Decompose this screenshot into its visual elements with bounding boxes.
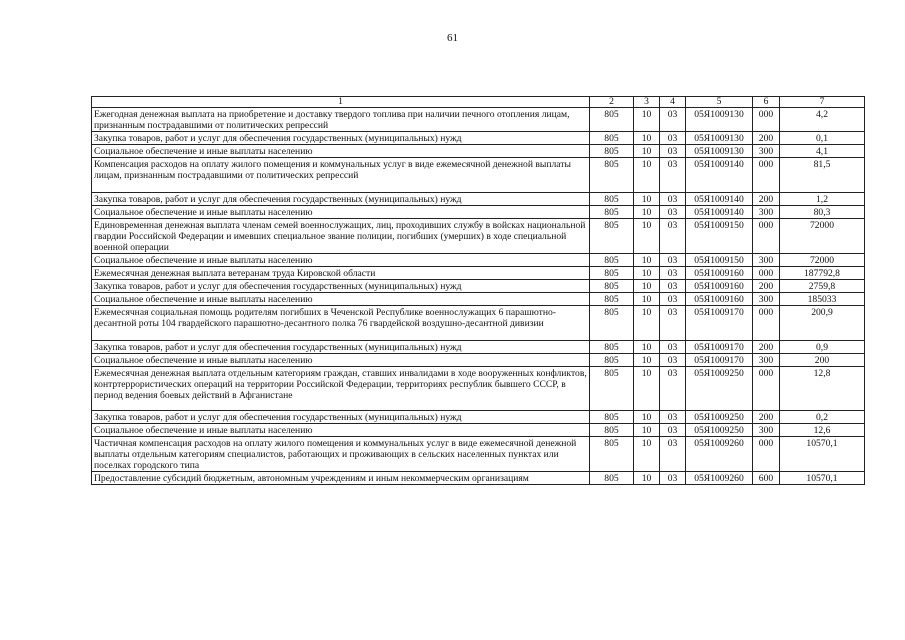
row-description: Закупка товаров, работ и услуг для обеспечения государственных (муниципальных) нужд (92, 193, 590, 206)
row-ministry-code: 805 (590, 437, 634, 472)
row-amount: 80,3 (780, 206, 865, 219)
row-section-code: 10 (634, 145, 660, 158)
table-row (92, 293, 865, 306)
row-amount: 12,6 (780, 424, 865, 437)
row-subsection-code: 03 (660, 424, 686, 437)
row-amount: 10570,1 (780, 472, 865, 485)
row-description: Закупка товаров, работ и услуг для обеспечения государственных (муниципальных) нужд (92, 280, 590, 293)
row-ministry-code: 805 (590, 145, 634, 158)
row-amount: 185033 (780, 293, 865, 306)
row-description: Единовременная денежная выплата членам семей военнослужащих, лиц, проходивших службу в войсках национальной гвардии Российской Федерации и имевших специальное звание полиции, погибших (умерших) в ходе специальной военной операции (92, 219, 590, 254)
row-ministry-code: 805 (590, 132, 634, 145)
row-ministry-code: 805 (590, 293, 634, 306)
row-section-code: 10 (634, 108, 660, 132)
row-subsection-code: 03 (660, 267, 686, 280)
row-subsection-code: 03 (660, 145, 686, 158)
row-target-article: 05Я1009160 (686, 293, 753, 306)
row-description: Социальное обеспечение и иные выплаты населению (92, 293, 590, 306)
table-row (92, 411, 865, 424)
row-target-article: 05Я1009150 (686, 219, 753, 254)
row-target-article: 05Я1009250 (686, 411, 753, 424)
row-ministry-code: 805 (590, 306, 634, 341)
row-target-article: 05Я1009160 (686, 267, 753, 280)
row-expense-type: 200 (753, 341, 780, 354)
row-target-article: 05Я1009170 (686, 306, 753, 341)
row-target-article: 05Я1009260 (686, 472, 753, 485)
row-section-code: 10 (634, 132, 660, 145)
row-description: Частичная компенсация расходов на оплату жилого помещения и коммунальных услуг в виде ежемесячной денежной выплаты отдельным категориям специалистов, работающих и проживающих в сельских населенных пунктах или поселках городского типа (92, 437, 590, 472)
row-description: Социальное обеспечение и иные выплаты населению (92, 424, 590, 437)
row-ministry-code: 805 (590, 206, 634, 219)
row-subsection-code: 03 (660, 306, 686, 341)
row-expense-type: 200 (753, 132, 780, 145)
row-description: Ежегодная денежная выплата на приобретение и доставку твердого топлива при наличии печного отопления лицам, признанным пострадавшими от политических репрессий (92, 108, 590, 132)
row-amount: 4,1 (780, 145, 865, 158)
row-expense-type: 000 (753, 437, 780, 472)
row-description: Закупка товаров, работ и услуг для обеспечения государственных (муниципальных) нужд (92, 411, 590, 424)
row-target-article: 05Я1009130 (686, 132, 753, 145)
row-expense-type: 000 (753, 306, 780, 341)
table-row (92, 280, 865, 293)
row-subsection-code: 03 (660, 280, 686, 293)
row-section-code: 10 (634, 254, 660, 267)
budget-table (91, 96, 865, 485)
header-cell: 5 (686, 97, 753, 108)
row-target-article: 05Я1009150 (686, 254, 753, 267)
row-section-code: 10 (634, 424, 660, 437)
row-description: Ежемесячная денежная выплата отдельным категориям граждан, ставших инвалидами в ходе вооруженных конфликтов, контртеррористических операций на территории Российской Федерации, территориях республик бывшего СССР, в период ведения боевых действий в Афганистане (92, 367, 590, 411)
row-ministry-code: 805 (590, 193, 634, 206)
row-amount: 12,8 (780, 367, 865, 411)
page-number: 61 (447, 32, 458, 44)
table-row (92, 254, 865, 267)
row-section-code: 10 (634, 354, 660, 367)
row-target-article: 05Я1009170 (686, 354, 753, 367)
row-expense-type: 300 (753, 293, 780, 306)
row-amount: 187792,8 (780, 267, 865, 280)
row-subsection-code: 03 (660, 132, 686, 145)
row-expense-type: 000 (753, 267, 780, 280)
row-section-code: 10 (634, 437, 660, 472)
table-row (92, 354, 865, 367)
row-subsection-code: 03 (660, 367, 686, 411)
row-expense-type: 000 (753, 219, 780, 254)
row-ministry-code: 805 (590, 367, 634, 411)
header-row (92, 97, 865, 108)
row-amount: 72000 (780, 254, 865, 267)
row-ministry-code: 805 (590, 280, 634, 293)
row-subsection-code: 03 (660, 254, 686, 267)
row-expense-type: 300 (753, 254, 780, 267)
table-row (92, 367, 865, 411)
row-expense-type: 300 (753, 424, 780, 437)
table-row (92, 108, 865, 132)
row-target-article: 05Я1009130 (686, 145, 753, 158)
row-amount: 1,2 (780, 193, 865, 206)
row-expense-type: 300 (753, 206, 780, 219)
row-ministry-code: 805 (590, 219, 634, 254)
row-ministry-code: 805 (590, 424, 634, 437)
row-subsection-code: 03 (660, 341, 686, 354)
row-section-code: 10 (634, 306, 660, 341)
table-row (92, 145, 865, 158)
row-amount: 0,2 (780, 411, 865, 424)
row-subsection-code: 03 (660, 411, 686, 424)
row-expense-type: 000 (753, 108, 780, 132)
row-section-code: 10 (634, 219, 660, 254)
row-expense-type: 300 (753, 145, 780, 158)
row-section-code: 10 (634, 193, 660, 206)
row-target-article: 05Я1009140 (686, 158, 753, 193)
row-target-article: 05Я1009130 (686, 108, 753, 132)
row-ministry-code: 805 (590, 158, 634, 193)
row-expense-type: 200 (753, 411, 780, 424)
row-subsection-code: 03 (660, 472, 686, 485)
table-row (92, 267, 865, 280)
row-ministry-code: 805 (590, 108, 634, 132)
row-amount: 2759,8 (780, 280, 865, 293)
row-subsection-code: 03 (660, 206, 686, 219)
row-description: Компенсация расходов на оплату жилого помещения и коммунальных услуг в виде ежемесячной денежной выплаты лицам, признанным пострадавшими от политических репрессий (92, 158, 590, 193)
table-row (92, 158, 865, 193)
row-ministry-code: 805 (590, 341, 634, 354)
row-ministry-code: 805 (590, 411, 634, 424)
header-cell: 2 (590, 97, 634, 108)
row-expense-type: 200 (753, 280, 780, 293)
header-cell: 3 (634, 97, 660, 108)
row-amount: 72000 (780, 219, 865, 254)
row-amount: 10570,1 (780, 437, 865, 472)
table-row (92, 472, 865, 485)
row-amount: 0,1 (780, 132, 865, 145)
table-row (92, 424, 865, 437)
row-amount: 81,5 (780, 158, 865, 193)
header-cell: 7 (780, 97, 865, 108)
row-section-code: 10 (634, 472, 660, 485)
row-expense-type: 300 (753, 354, 780, 367)
table-row (92, 206, 865, 219)
row-amount: 0,9 (780, 341, 865, 354)
table-row (92, 437, 865, 472)
row-description: Предоставление субсидий бюджетным, автономным учреждениям и иным некоммерческим организациям (92, 472, 590, 485)
row-amount: 4,2 (780, 108, 865, 132)
row-description: Закупка товаров, работ и услуг для обеспечения государственных (муниципальных) нужд (92, 341, 590, 354)
header-cell: 6 (753, 97, 780, 108)
row-expense-type: 200 (753, 193, 780, 206)
row-section-code: 10 (634, 158, 660, 193)
row-subsection-code: 03 (660, 354, 686, 367)
header-cell: 1 (92, 97, 590, 108)
row-ministry-code: 805 (590, 472, 634, 485)
row-section-code: 10 (634, 411, 660, 424)
row-section-code: 10 (634, 206, 660, 219)
row-subsection-code: 03 (660, 293, 686, 306)
row-ministry-code: 805 (590, 267, 634, 280)
table-row (92, 306, 865, 341)
table-row (92, 219, 865, 254)
table-row (92, 341, 865, 354)
row-ministry-code: 805 (590, 254, 634, 267)
table-row (92, 193, 865, 206)
row-expense-type: 600 (753, 472, 780, 485)
row-section-code: 10 (634, 267, 660, 280)
row-section-code: 10 (634, 280, 660, 293)
row-description: Ежемесячная денежная выплата ветеранам труда Кировской области (92, 267, 590, 280)
row-subsection-code: 03 (660, 108, 686, 132)
row-target-article: 05Я1009260 (686, 437, 753, 472)
row-amount: 200 (780, 354, 865, 367)
row-subsection-code: 03 (660, 437, 686, 472)
row-expense-type: 000 (753, 367, 780, 411)
row-target-article: 05Я1009170 (686, 341, 753, 354)
row-description: Социальное обеспечение и иные выплаты населению (92, 254, 590, 267)
row-description: Социальное обеспечение и иные выплаты населению (92, 145, 590, 158)
row-description: Закупка товаров, работ и услуг для обеспечения государственных (муниципальных) нужд (92, 132, 590, 145)
table-body (92, 97, 865, 485)
row-ministry-code: 805 (590, 354, 634, 367)
row-description: Ежемесячная социальная помощь родителям погибших в Чеченской Республике военнослужащих 6 парашютно-десантной роты 104 гвардейского парашютно-десантного полка 76 гвардейской воздушно-десантной дивизии (92, 306, 590, 341)
row-section-code: 10 (634, 367, 660, 411)
row-target-article: 05Я1009160 (686, 280, 753, 293)
row-amount: 200,9 (780, 306, 865, 341)
row-target-article: 05Я1009140 (686, 206, 753, 219)
row-subsection-code: 03 (660, 219, 686, 254)
row-description: Социальное обеспечение и иные выплаты населению (92, 206, 590, 219)
table-row (92, 132, 865, 145)
row-subsection-code: 03 (660, 158, 686, 193)
header-cell: 4 (660, 97, 686, 108)
row-description: Социальное обеспечение и иные выплаты населению (92, 354, 590, 367)
row-section-code: 10 (634, 293, 660, 306)
row-subsection-code: 03 (660, 193, 686, 206)
row-section-code: 10 (634, 341, 660, 354)
row-target-article: 05Я1009250 (686, 367, 753, 411)
row-target-article: 05Я1009250 (686, 424, 753, 437)
row-expense-type: 000 (753, 158, 780, 193)
row-target-article: 05Я1009140 (686, 193, 753, 206)
